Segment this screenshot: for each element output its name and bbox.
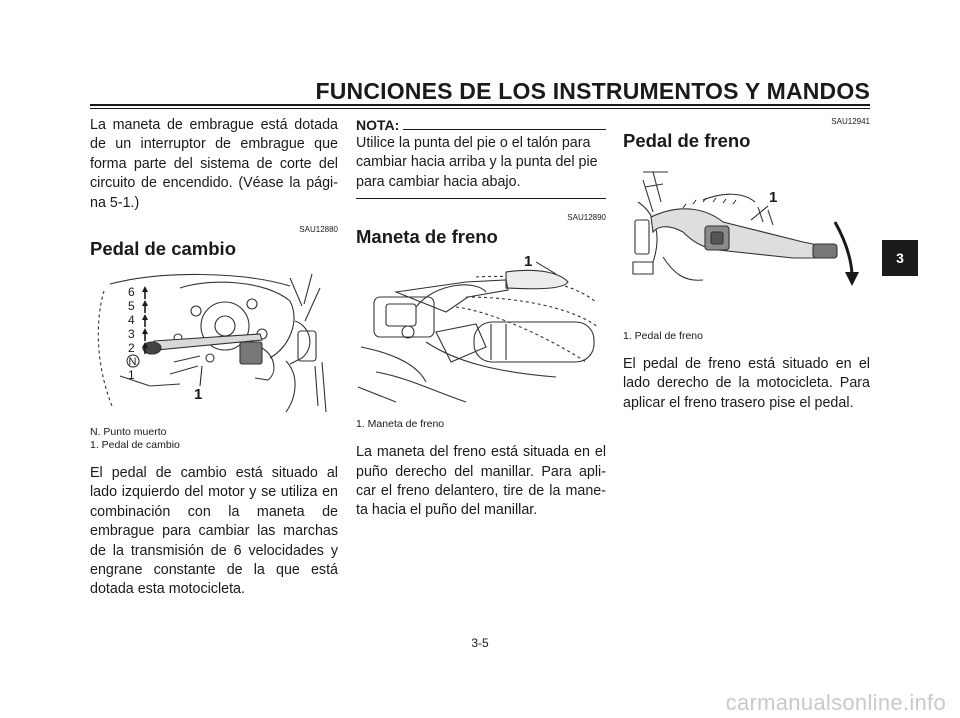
note-heading	[356, 116, 606, 134]
column-1	[90, 116, 338, 600]
column-2	[356, 116, 606, 521]
brake-lever-callout: 1	[524, 253, 533, 271]
section-title-brake-lever: Maneta de freno	[356, 226, 498, 248]
page-header-title: FUNCIONES DE LOS INSTRUMENTOS Y MANDOS	[315, 78, 870, 104]
section-code: SAU12890	[567, 213, 606, 223]
brake-pedal-paragraph: El pedal de freno está situado en el lado derecho de la motocicleta. Para aplicar el freno trasero pise el pedal.	[623, 356, 870, 411]
note-paragraph: Utilice la punta del pie o el talón para cambiar hacia arriba y la punta del pie para cambiar hacia abajo.	[356, 135, 598, 190]
caption-brake-lever: 1. Maneta de freno	[356, 418, 445, 431]
brake-pedal-illustration	[623, 162, 870, 302]
chapter-tab: 3	[882, 240, 918, 276]
brake-lever-paragraph: La maneta del freno está situada en el puño derecho del manillar. Para apli-car el freno delantero, tire de la mane-ta hacia el puño del manillar.	[356, 444, 606, 519]
clutch-intro-paragraph: La maneta de embrague está dotada de un interruptor de embrague que forma parte del sistema de corte del circuito de encendido. (Véase la pági-na 5-1.)	[90, 117, 338, 211]
shift-pedal-illustration	[90, 266, 338, 416]
column-3	[623, 116, 870, 413]
note-heading-line	[403, 129, 606, 130]
shift-pedal-paragraph: El pedal de cambio está situado al lado izquierdo del motor y se utiliza en combinación con la maneta de embrague para cambiar las marchas de la transmisión de 6 velocidades y engrane constante de la que está dotada esta motocicleta.	[90, 465, 338, 598]
caption-shift-pedal: 1. Pedal de cambio	[90, 439, 180, 452]
shift-pedal-callout: 1	[194, 386, 203, 404]
watermark-text: carmanualsonline.info	[725, 690, 946, 715]
brake-pedal-callout: 1	[769, 189, 778, 206]
section-code: SAU12880	[299, 225, 338, 235]
caption-brake-pedal: 1. Pedal de freno	[623, 330, 703, 342]
brake-lever-illustration	[356, 252, 606, 412]
section-code: SAU12941	[831, 117, 870, 126]
gear-label-6: 6	[128, 285, 135, 300]
note-label: NOTA:	[356, 117, 400, 133]
gear-label-neutral: N	[128, 356, 137, 369]
gear-label-5: 5	[128, 299, 135, 314]
page-number: 3-5	[471, 636, 489, 650]
header-rule	[90, 104, 870, 109]
note-end-rule	[356, 198, 606, 199]
gear-label-2: 2	[128, 341, 135, 356]
gear-label-1: 1	[128, 368, 135, 383]
gear-label-3: 3	[128, 327, 135, 342]
section-title-shift-pedal: Pedal de cambio	[90, 238, 236, 260]
section-title-brake-pedal: Pedal de freno	[623, 130, 751, 151]
gear-label-4: 4	[128, 313, 135, 328]
caption-neutral: N. Punto muerto	[90, 426, 167, 439]
